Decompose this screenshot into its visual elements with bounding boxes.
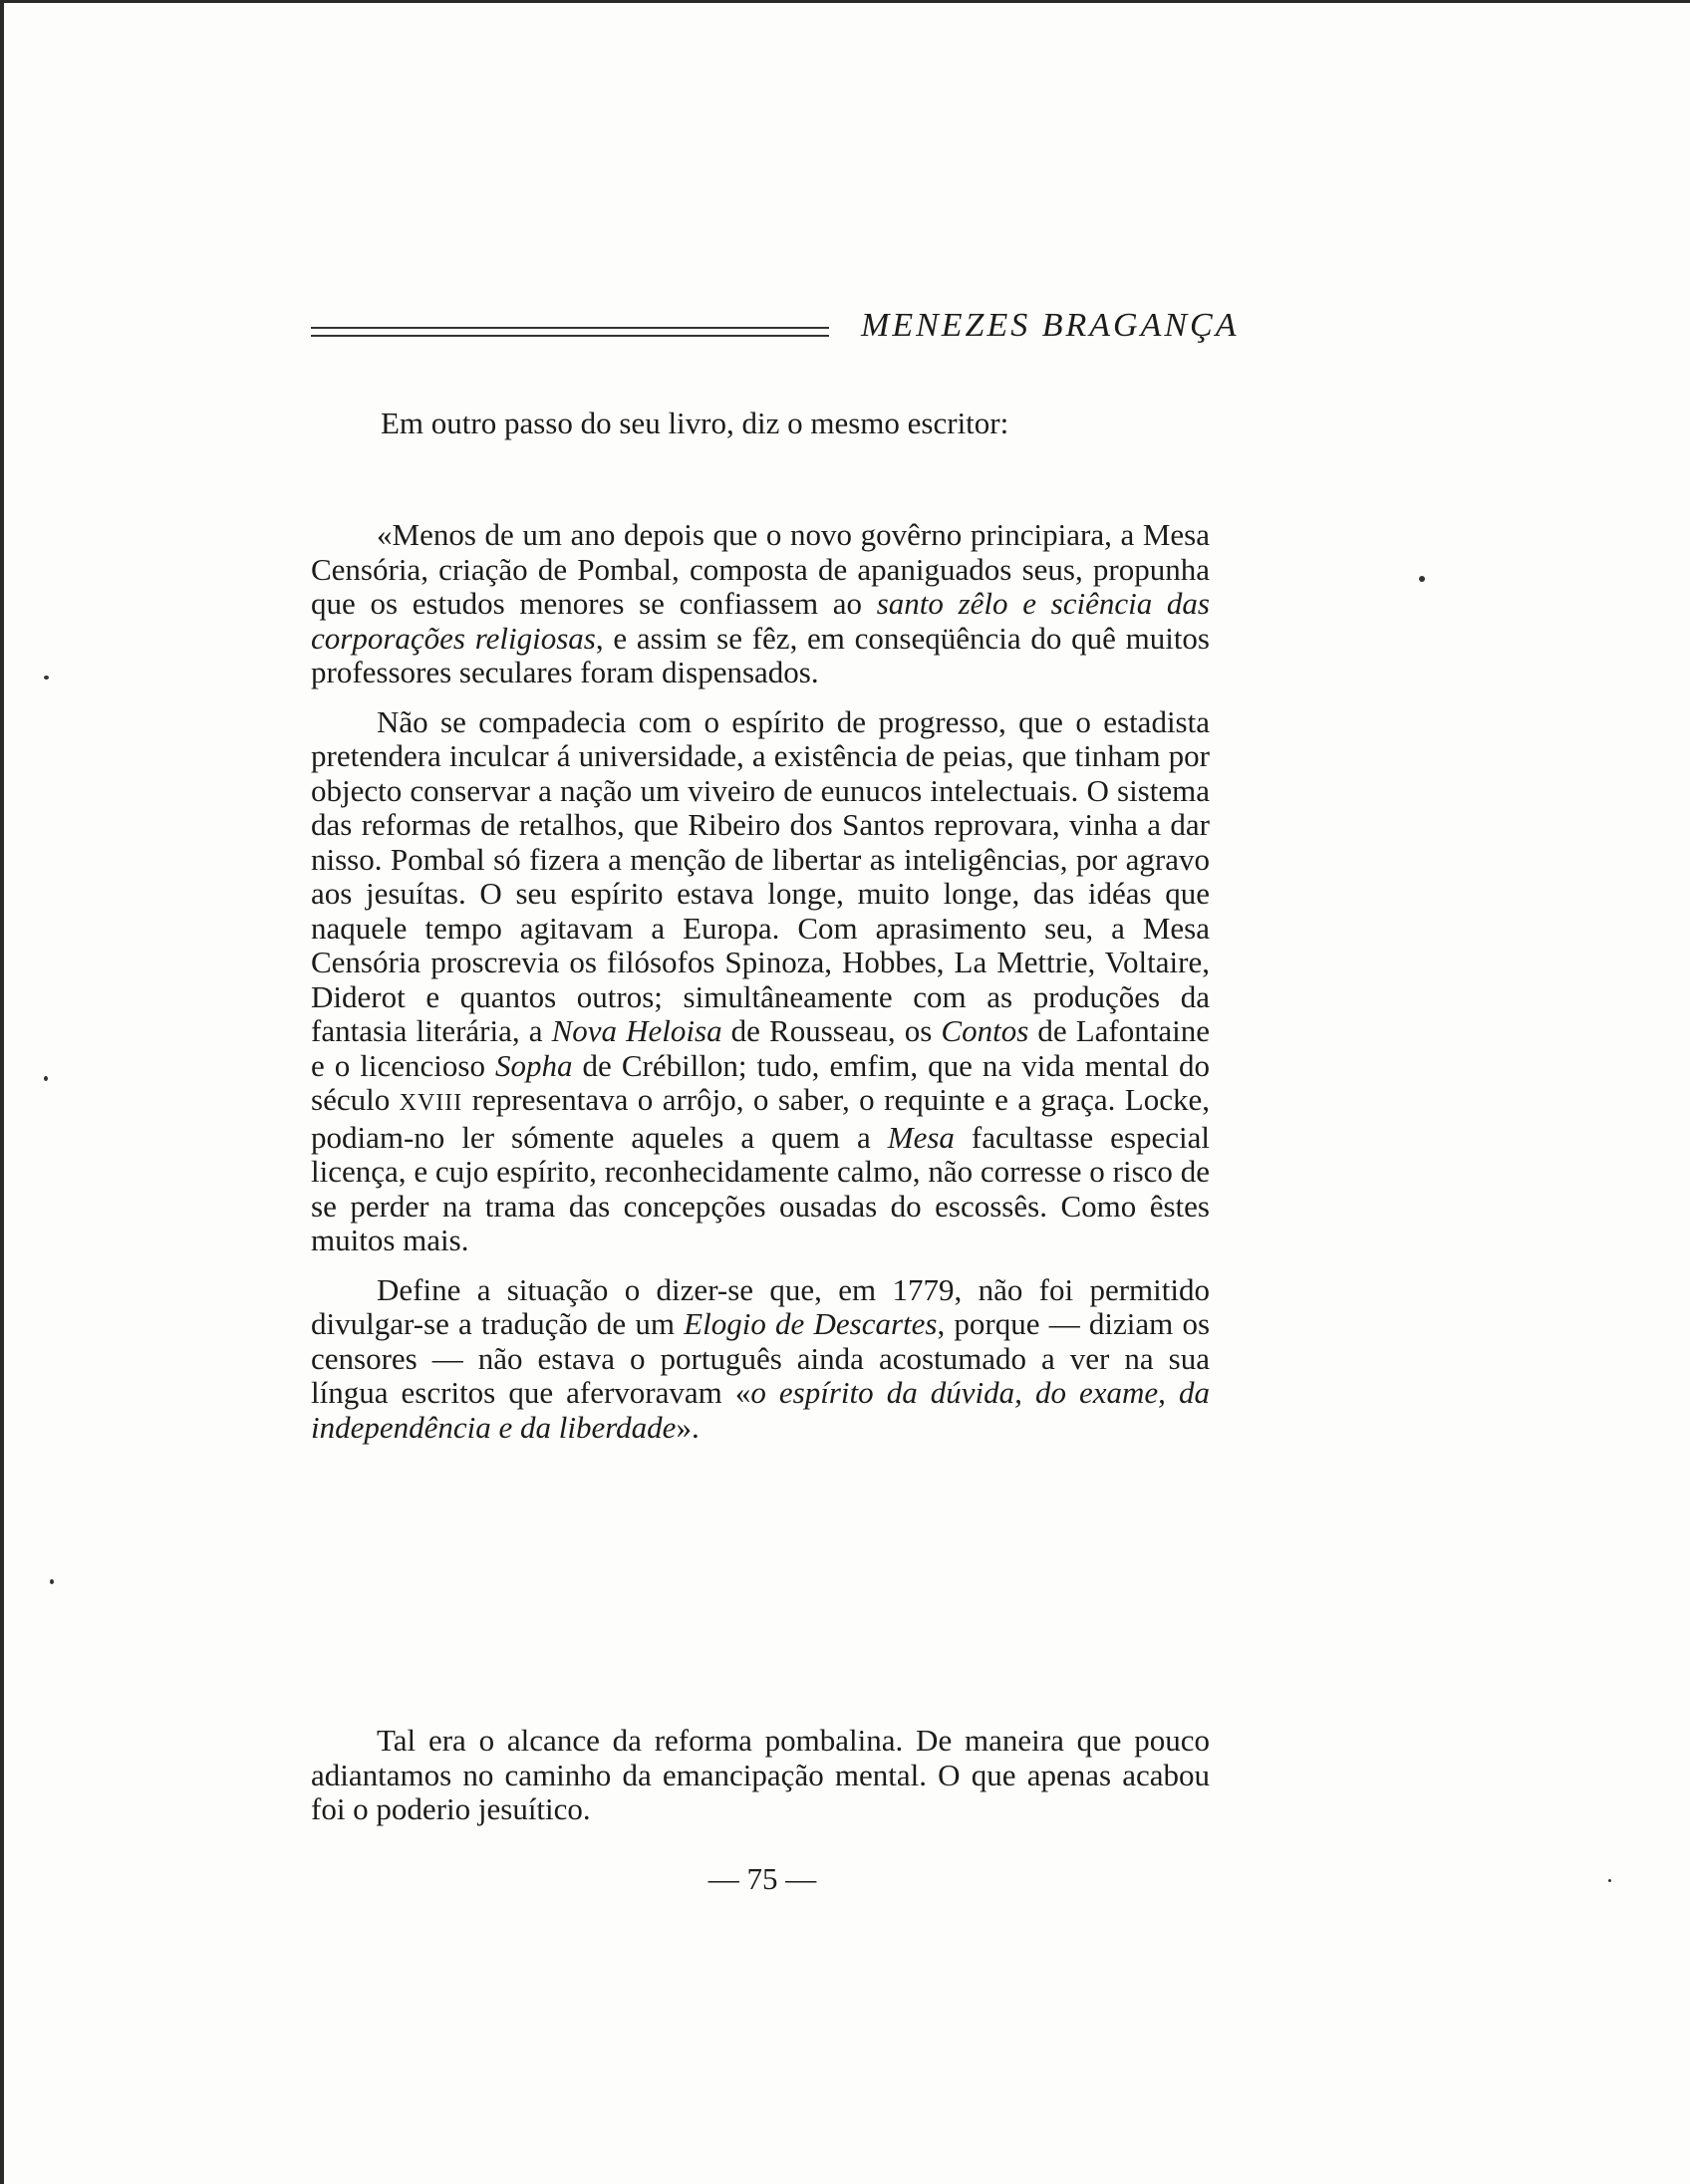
text-run: de Lafontaine e o licencioso [311, 1013, 1210, 1083]
scan-speck [44, 1076, 48, 1081]
header-rule [311, 327, 829, 337]
quote-paragraph-1 [311, 518, 1210, 690]
scan-speck [50, 1579, 54, 1584]
text-run: de Rousseau, os [721, 1013, 942, 1048]
intro-text: Em outro passo do seu livro, diz o mesmo escritor: [381, 406, 1009, 440]
text-run: facultasse especial licença, e cujo espírito, reconhecidamente calmo, não corresse o risco de se perder na trama das concepções ousadas do escossês. Como êstes muitos mais. [311, 1119, 1210, 1257]
text-run: «Menos de um ano depois que o novo govêrno principiara, a Mesa Censória, criação de Pombal, composta de apaniguados seus, propunha que os estudos menores se confiassem ao [311, 517, 1210, 621]
intro-paragraph [311, 407, 1210, 441]
scan-edge-top [0, 0, 1690, 3]
text-run: representava o arrôjo, o saber, o requinte e a graça. Locke, podiam-no ler sómente aqueles a quem a [311, 1082, 1210, 1155]
quote-paragraph-2 [311, 705, 1210, 1258]
italic-run: Contos [941, 1013, 1029, 1048]
text-run: Define a situação o dizer-se que, em 1779, não foi permitido divulgar-se a tradução de um [311, 1271, 1210, 1341]
italic-run: Mesa [887, 1119, 955, 1155]
text-run: , porque — diziam os censores — não estava o português ainda acostumado a ver na sua língua escritos que afervoravam « [311, 1306, 1211, 1410]
italic-run: Nova Heloisa [551, 1013, 722, 1048]
page-number: — 75 — [707, 1861, 817, 1896]
scan-speck [1419, 576, 1425, 582]
italic-run: o espírito da dúvida, do exame, da independência e da liberdade [311, 1375, 1210, 1445]
quoted-passage [311, 518, 1210, 1445]
page-header [311, 307, 1240, 357]
conclusion-paragraph [311, 1724, 1210, 1827]
scan-edge-left [0, 0, 4, 2184]
italic-run: Sopha [495, 1047, 573, 1083]
running-head: MENEZES BRAGANÇA [861, 307, 1240, 344]
text-run: Não se compadecia com o espírito de progresso, que o estadista pretendera inculcar á universidade, a existência de peias, que tinham por objecto conservar a nação um viveiro de eunucos intelectuais. O sistema das reformas de retalhos, que Ribeiro dos Santos reprovara, vinha a dar nisso. Pombal só fizera a menção de libertar as inteligências, por agravo aos jesuítas. O seu espírito estava longe, muito longe, das idéas que naquele tempo agitavam a Europa. Com aprasimento seu, a Mesa Censória proscrevia os filósofos Spinoza, Hobbes, La Mettrie, Voltaire, Diderot e quantos outros; simultâneamente com as produções da fantasia literária, a [311, 703, 1210, 1048]
scan-speck [1608, 1879, 1611, 1882]
text-run: ». [676, 1409, 700, 1445]
text-run: de Crébillon; tudo, emfim, que na vida mental do século [311, 1047, 1210, 1117]
italic-run: santo zêlo e sciência das corporações religiosas [311, 586, 1210, 656]
scan-speck [44, 676, 49, 680]
conclusion-text: Tal era o alcance da reforma pombalina. De maneira que pouco adiantamos no caminho da emancipação mental. O que apenas acabou foi o poderio jesuítico. [311, 1723, 1210, 1826]
century-numeral: XVIII [399, 1090, 463, 1116]
text-run: , e assim se fêz, em conseqüência do quê muitos professores seculares foram dispensados. [311, 620, 1210, 689]
italic-run: Elogio de Descartes [684, 1306, 938, 1341]
quote-paragraph-3 [311, 1273, 1210, 1446]
